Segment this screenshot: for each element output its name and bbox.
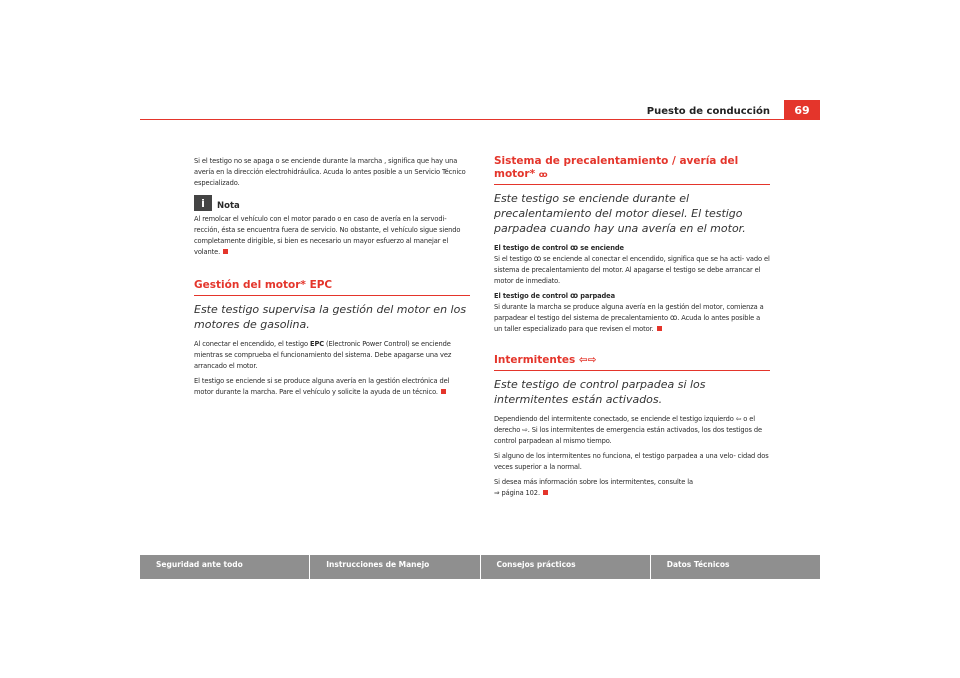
turn-signal-icon: ⇦⇨ <box>578 354 597 366</box>
footer-tab-operation[interactable]: Instrucciones de Manejo <box>310 555 479 579</box>
glow-plug-icon: ꝏ <box>670 313 678 322</box>
paragraph: Si el testigo ꝏ se enciende al conectar el encendido, significa que se ha acti- vado el sistema de precalentamiento del motor. Al apagarse el testigo se debe arrancar el motor de inmediato. <box>494 254 770 285</box>
running-header: Puesto de conducción <box>646 106 770 117</box>
end-mark-icon <box>657 326 662 331</box>
left-column <box>194 155 470 401</box>
footer-tab-safety[interactable]: Seguridad ante todo <box>140 555 309 579</box>
section-heading-engine: Gestión del motor* EPC <box>194 279 470 296</box>
paragraph: El testigo se enciende si se produce alguna avería en la gestión electrónica del motor durante la marcha. Pare el vehículo y solicite la ayuda de un técnico. <box>194 376 450 396</box>
end-mark-icon <box>543 490 548 495</box>
section-heading-turn-signals: Intermitentes ⇦⇨ <box>494 354 770 371</box>
footer-tab-tips[interactable]: Consejos prácticos <box>481 555 650 579</box>
right-arrow-icon: ⇨ <box>522 425 528 434</box>
paragraph: Si durante la marcha se produce alguna avería en la gestión del motor, comienza a parpadear el testigo del sistema de precalentamiento ꝏ. Acuda lo antes posible a un taller especializado para que revisen el motor. <box>494 302 764 333</box>
epc-icon: EPC <box>309 279 333 291</box>
note-label: Nota <box>217 201 240 211</box>
glow-plug-icon: ꝏ <box>570 243 579 252</box>
subheading: El testigo de control ꝏ se enciende <box>494 243 624 252</box>
note-icon: i <box>194 195 212 211</box>
section-lead: Este testigo de control parpadea si los intermitentes están activados. <box>494 378 706 406</box>
note-header <box>194 195 470 211</box>
page-number: 69 <box>784 100 820 120</box>
subheading: El testigo de control ꝏ parpadea <box>494 291 615 300</box>
end-mark-icon <box>441 389 446 394</box>
end-mark-icon <box>223 249 228 254</box>
footer-tab-specs[interactable]: Datos Técnicos <box>651 555 820 579</box>
section-heading-preheat: Sistema de precalentamiento / avería del motor* ꝏ <box>494 155 770 185</box>
section-lead: Este testigo supervisa la gestión del motor en los motores de gasolina. <box>194 303 467 331</box>
left-arrow-icon: ⇦ <box>735 414 742 423</box>
header-rule <box>140 119 820 120</box>
footer-nav <box>140 555 820 579</box>
glow-plug-icon: ꝏ <box>533 254 542 263</box>
paragraph: Al conectar el encendido, el testigo EPC (Electronic Power Control) se enciende mientras se comprueba el funcionamiento del sistema. Debe apagarse una vez arrancado el motor. <box>194 339 452 370</box>
paragraph: Dependiendo del intermitente conectado, se enciende el testigo izquierdo ⇦ o el derecho ⇨. Si los intermitentes de emergencia están activados, los dos testigos de control parpadean al mismo tiempo. <box>494 414 762 445</box>
paragraph: Si desea más información sobre los intermitentes, consulte la ⇒ página 102. <box>494 477 693 497</box>
page-link[interactable]: ⇒ página 102. <box>494 488 540 497</box>
paragraph: Si el testigo no se apaga o se enciende durante la marcha , significa que hay una avería en la dirección electrohidráulica. Acuda lo antes posible a un Servicio Técnico especializado. <box>194 156 466 187</box>
note-text: Al remolcar el vehículo con el motor parado o en caso de avería en la servodi- rección, ésta se encuentra fuera de servicio. No obstante, el vehículo sigue siendo completamente dirigible, si bien es necesario un mayor esfuerzo al manejar el volante. <box>194 214 461 256</box>
right-column <box>494 155 770 502</box>
paragraph: Si alguno de los intermitentes no funciona, el testigo parpadea a una velo- cidad dos veces superior a la normal. <box>494 451 769 471</box>
epc-icon: EPC <box>310 339 324 348</box>
glow-plug-icon: ꝏ <box>538 170 548 179</box>
section-lead: Este testigo se enciende durante el precalentamiento del motor diesel. El testigo parpadea cuando hay una avería en el motor. <box>494 192 746 235</box>
glow-plug-icon: ꝏ <box>570 291 579 300</box>
